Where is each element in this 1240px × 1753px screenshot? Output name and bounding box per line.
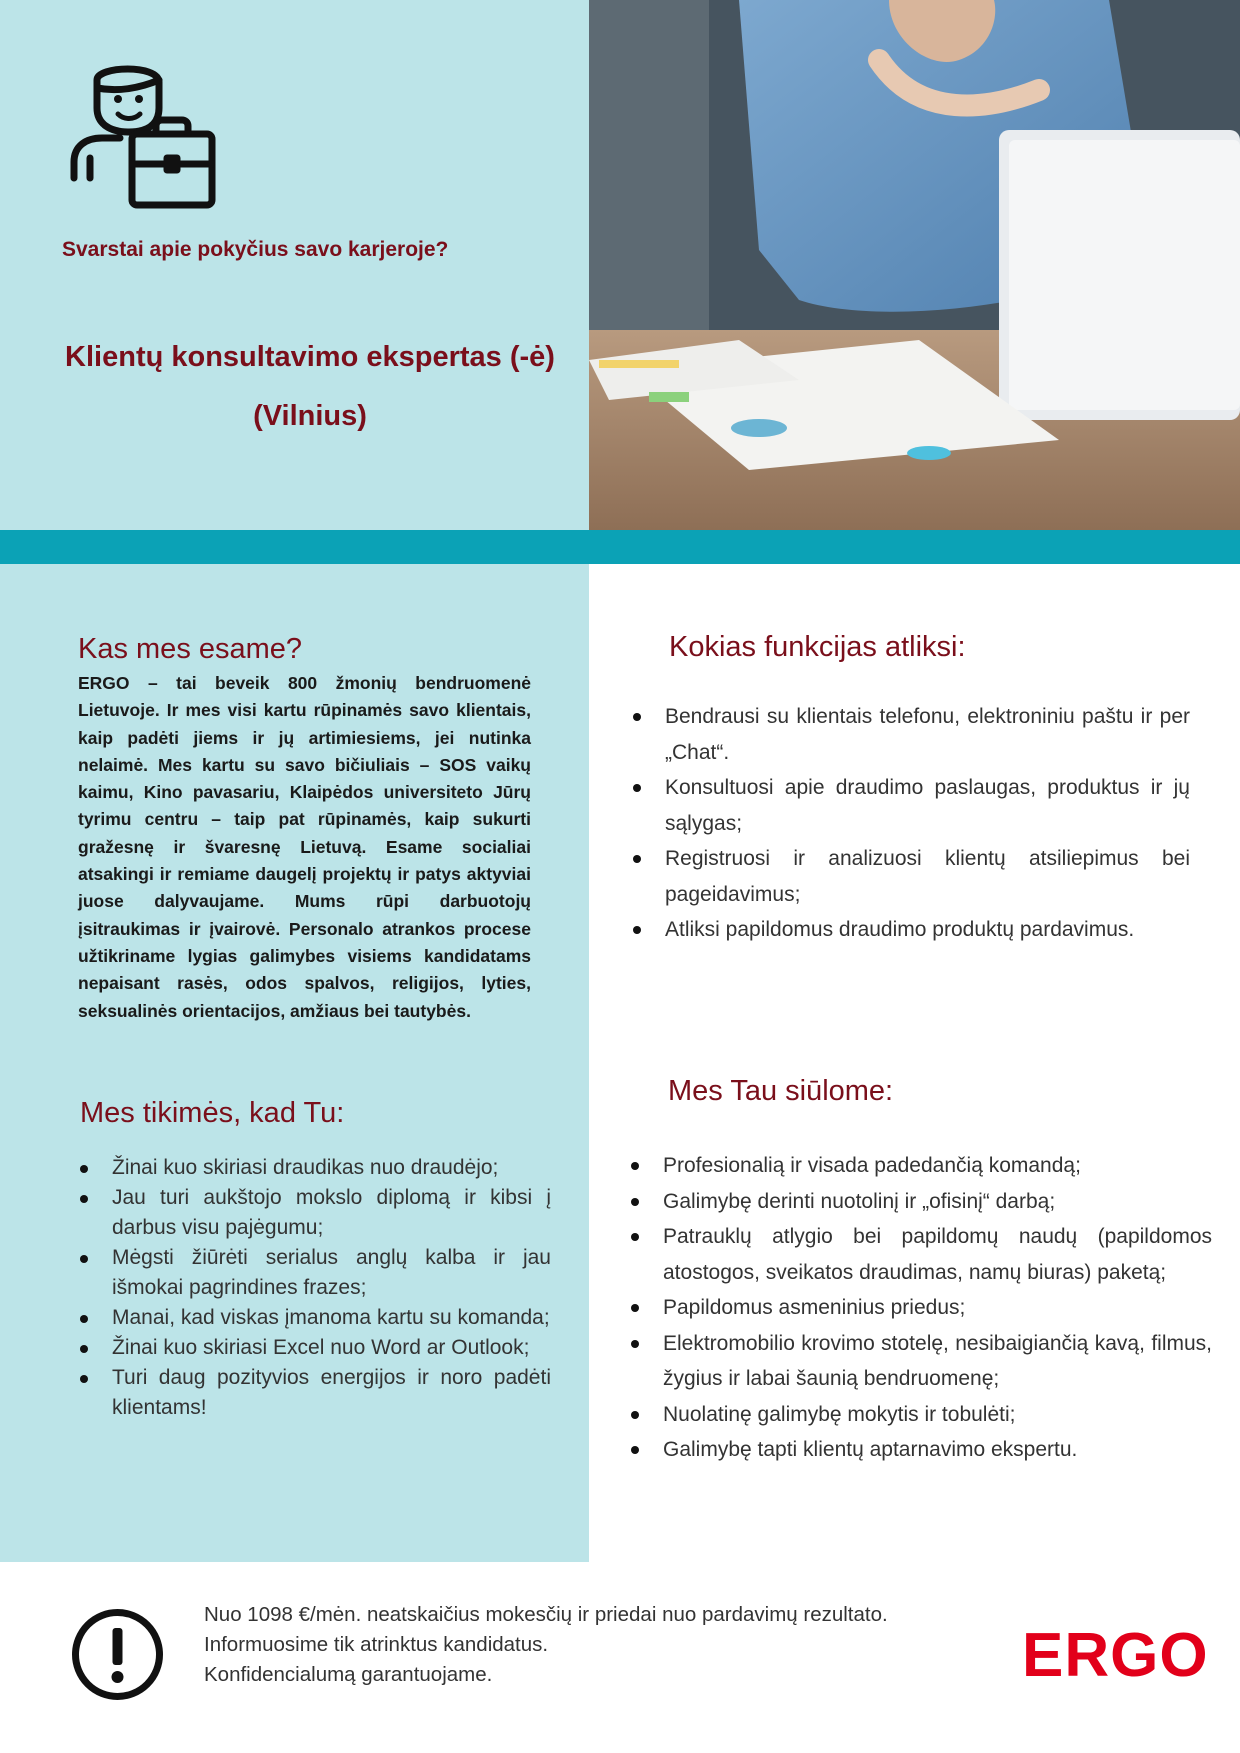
job-title (40, 328, 580, 446)
job-title-text: Klientų konsultavimo ekspertas (-ė) (65, 341, 555, 373)
list-item: Registruosi ir analizuosi klientų atsiliepimus bei pageidavimus; (630, 841, 1190, 912)
functions-title: Kokias funkcijas atliksi: (669, 631, 966, 663)
person-with-briefcase-icon (68, 58, 238, 218)
exclamation-circle-icon (70, 1607, 165, 1702)
list-item: Atliksi papildomus draudimo produktų pardavimus. (630, 912, 1190, 948)
list-item: Galimybę derinti nuotolinį ir „ofisinį“ darbą; (628, 1184, 1212, 1220)
list-item: Žinai kuo skiriasi Excel nuo Word ar Outlook; (77, 1333, 551, 1363)
list-item: Bendrausi su klientais telefonu, elektroniniu paštu ir per „Chat“. (630, 699, 1190, 770)
about-title: Kas mes esame? (78, 633, 303, 665)
list-item: Galimybę tapti klientų aptarnavimo ekspertu. (628, 1432, 1212, 1468)
list-item: Jau turi aukštojo mokslo diplomą ir kibsi į darbus visu pajėgumu; (77, 1183, 551, 1243)
list-item: Nuolatinę galimybę mokytis ir tobulėti; (628, 1397, 1212, 1433)
expectations-title: Mes tikimės, kad Tu: (80, 1097, 345, 1129)
tagline: Svarstai apie pokyčius savo karjeroje? (62, 238, 449, 261)
list-item: Konsultuosi apie draudimo paslaugas, produktus ir jų sąlygas; (630, 770, 1190, 841)
list-item: Žinai kuo skiriasi draudikas nuo draudėjo; (77, 1153, 551, 1183)
footer-notes (204, 1600, 1024, 1690)
job-location: (Vilnius) (253, 400, 367, 432)
list-item: Manai, kad viskas įmanoma kartu su komanda; (77, 1303, 551, 1333)
header-photo (589, 0, 1240, 530)
list-item: Mėgsti žiūrėti serialus anglų kalba ir jau išmokai pagrindines frazes; (77, 1243, 551, 1303)
offer-title: Mes Tau siūlome: (668, 1075, 894, 1107)
ergo-logo: ERGO (1022, 1621, 1209, 1690)
list-item: Elektromobilio krovimo stotelę, nesibaigiančią kavą, filmus, žygius ir labai šaunią bendruomenę; (628, 1326, 1212, 1397)
salary-note: Nuo 1098 €/mėn. neatskaičius mokesčių ir priedai nuo pardavimų rezultato. (204, 1603, 888, 1626)
list-item: Patrauklų atlygio bei papildomų naudų (papildomos atostogos, sveikatos draudimas, namų biuras) paketą; (628, 1219, 1212, 1290)
list-item: Papildomus asmeninius priedus; (628, 1290, 1212, 1326)
functions-list (630, 699, 1190, 948)
offer-list (628, 1148, 1212, 1468)
teal-divider (0, 530, 1240, 564)
list-item: Profesionalią ir visada padedančią komandą; (628, 1148, 1212, 1184)
list-item: Turi daug pozityvios energijos ir noro padėti klientams! (77, 1363, 551, 1423)
about-text: ERGO – tai beveik 800 žmonių bendruomenė Lietuvoje. Ir mes visi kartu rūpinamės savo klientais, kaip padėti jiems ir jų artimiesiems, jei nutinka nelaimė. Mes kartu su savo bičiuliais – SOS vaikų kaimu, Kino pavasariu, Klaipėdos universiteto Jūrų tyrimu centru – taip pat rūpinamės, kaip sukurti gražesnę ir švaresnę Lietuvą. Esame socialiai atsakingi ir remiame daugelį projektų ir patys aktyviai juose dalyvaujame. Mums rūpi darbuotojų įsitraukimas ir įvairovė. Personalo atrankos procese užtikriname lygias galimybes visiems kandidatams nepaisant rasės, odos spalvos, religijos, lyties, seksualinės orientacijos, amžiaus bei tautybės. (78, 673, 531, 1021)
confidentiality-note: Konfidencialumą garantuojame. (204, 1663, 493, 1686)
expectations-list (77, 1153, 551, 1423)
selection-note: Informuosime tik atrinktus kandidatus. (204, 1633, 549, 1656)
